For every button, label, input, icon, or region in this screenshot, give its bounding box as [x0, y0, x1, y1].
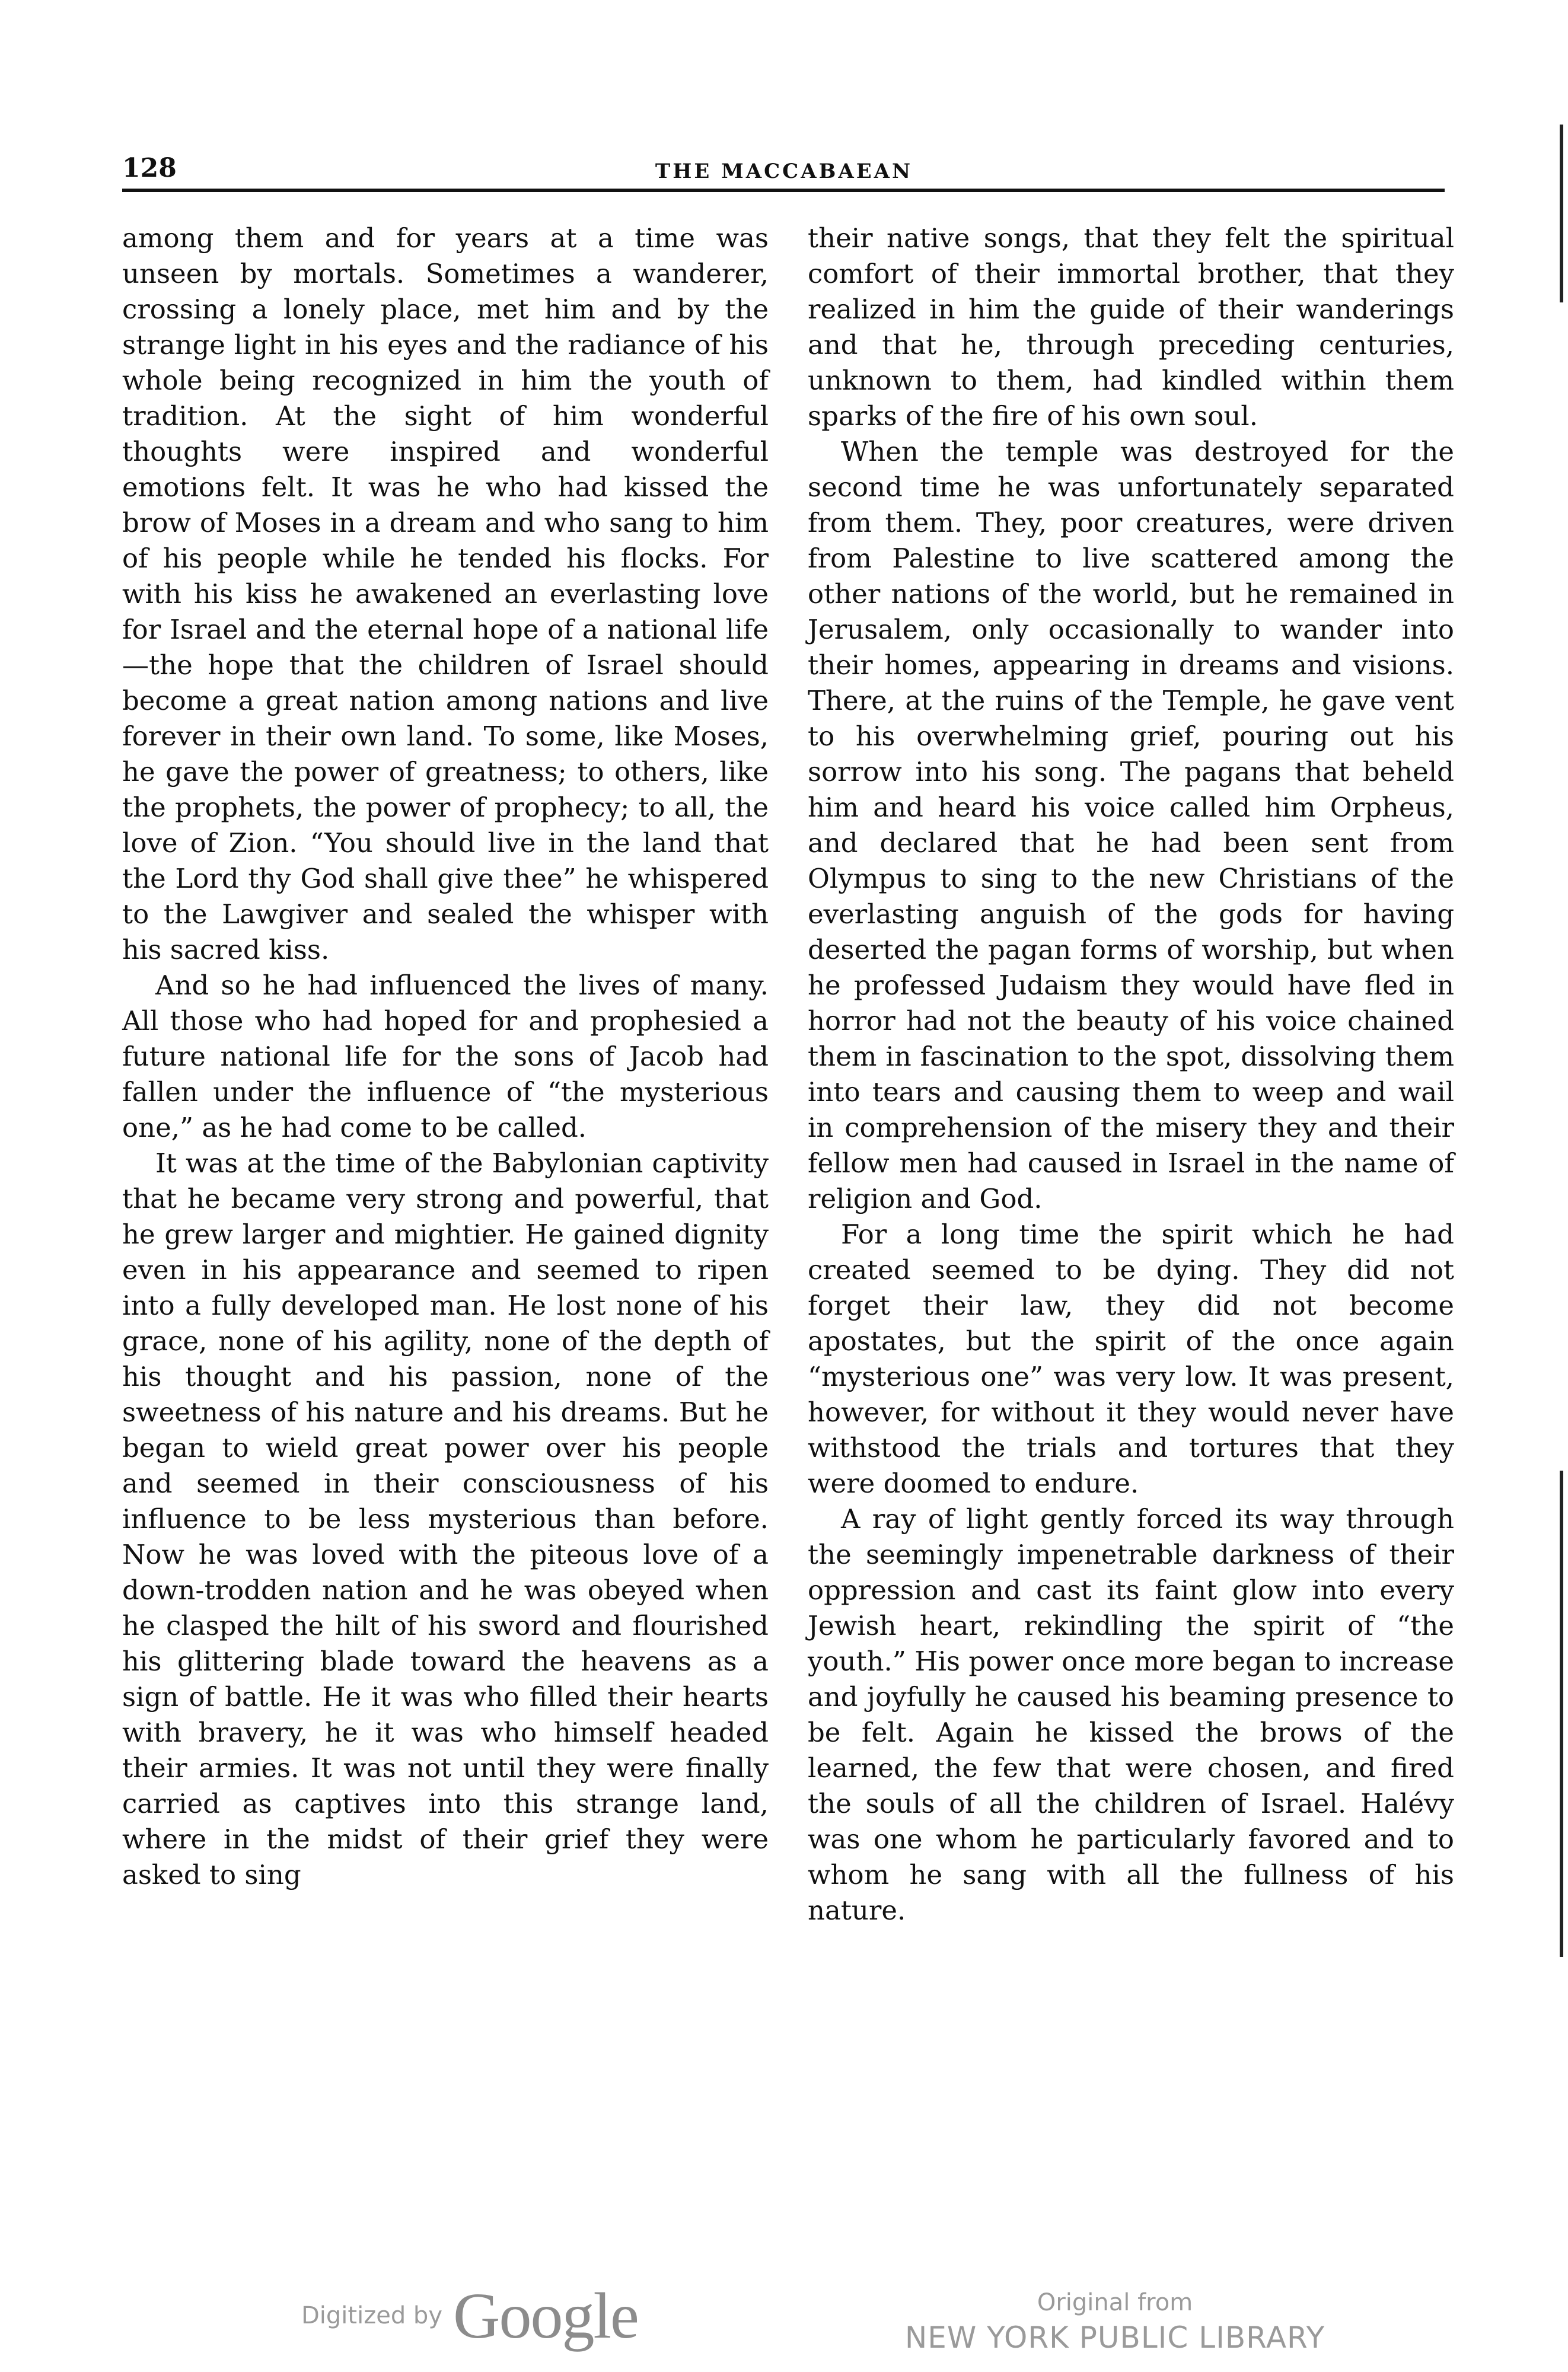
google-logo: Google	[453, 2279, 638, 2352]
paragraph: their native songs, that they felt the spiritual comfort of their immortal brother, that they realized in him the guide of their wanderings and that he, through preceding centuries, unknown to them, had kindled within them sparks of the fire of his own soul.	[808, 222, 1454, 432]
paragraph: A ray of light gently forced its way through the seemingly impenetrable darkness of their oppression and cast its faint glow into every Jewish heart, rekindling the spirit of “the youth.” His power once more began to increase and joyfully he caused his beaming presence to be felt. Again he kissed the brows of the learned, the few that were chosen, and fired the souls of all the children of Israel. Halévy was one whom he particularly favored and to whom he sang with all the fullness of his nature.	[808, 1503, 1454, 1926]
original-source-credit	[878, 2287, 1352, 2357]
paragraph: When the temple was destroyed for the second time he was unfortunately separated from them. They, poor creatures, were driven from Palestine to live scattered among the other nations of the world, but he remained in Jerusalem, only occasionally to wander into their homes, appearing in dreams and visions. There, at the ruins of the Temple, he gave vent to his overwhelming grief, pouring out his sorrow into his song. The pagans that beheld him and heard his voice called him Orpheus, and declared that he had been sent from Olympus to sing to the new Christians of the everlasting anguish of the gods for having deserted the pagan forms of worship, but when he professed Judaism they would have fled in horror had not the beauty of his voice chained them in fascination to the spot, dissolving them into tears and causing them to weep and wail in comprehension of the misery they and their fellow men had caused in Israel in the name of religion and God.	[808, 436, 1454, 1214]
paragraph: It was at the time of the Babylonian captivity that he became very strong and powerful, that he grew larger and mightier. He gained dignity even in his appearance and seemed to ripen into a fully developed man. He lost none of his grace, none of his agility, none of the depth of his thought and his passion, none of the sweetness of his nature and his dreams. But he began to wield great power over his people and seemed in their consciousness of his influence to be less mysterious than before. Now he was loved with the piteous love of a down-trodden nation and he was obeyed when he clasped the hilt of his sword and flourished his glittering blade toward the heavens as a sign of battle. He it was who filled their hearts with bravery, he it was who himself headed their armies. It was not until they were finally carried as captives into this strange land, where in the midst of their grief they were asked to sing	[122, 1147, 769, 1890]
page-number: 128	[122, 153, 177, 183]
left-column	[122, 221, 769, 1893]
original-from-label: Original from	[1037, 2289, 1193, 2316]
right-column	[808, 221, 1454, 1928]
running-title: THE MACCABAEAN	[655, 160, 913, 183]
library-name: NEW YORK PUBLIC LIBRARY	[904, 2320, 1325, 2355]
paragraph: For a long time the spirit which he had created seemed to be dying. They did not forget their law, they did not become apostates, but the spirit of the once again “mysterious one” was very low. It was present, however, for without it they would never have withstood the trials and tortures that they were doomed to endure.	[808, 1219, 1454, 1499]
header-rule	[122, 189, 1445, 192]
scan-margin-mark	[1560, 1471, 1563, 1957]
scan-margin-mark	[1560, 125, 1563, 302]
digitized-by-label: Digitized by	[301, 2302, 442, 2329]
paragraph: among them and for years at a time was unseen by mortals. Sometimes a wanderer, crossing a lonely place, met him and by the strange light in his eyes and the radiance of his whole being recognized in him the youth of tradition. At the sight of him wonderful thoughts were inspired and wonderful emotions felt. It was he who had kissed the brow of Moses in a dream and who sang to him of his people while he tended his flocks. For with his kiss he awakened an everlasting love for Israel and the eternal hope of a national life—the hope that the children of Israel should become a great nation among nations and live forever in their own land. To some, like Moses, he gave the power of greatness; to others, like the prophets, the power of prophecy; to all, the love of Zion. “You should live in the land that the Lord thy God shall give thee” he whispered to the Lawgiver and sealed the whisper with his sacred kiss.	[122, 222, 769, 965]
paragraph: And so he had influenced the lives of many. All those who had hoped for and prophesied a future national life for the sons of Jacob had fallen under the influence of “the mysterious one,” as he had come to be called.	[122, 970, 769, 1143]
digitized-by-credit	[301, 2277, 638, 2354]
